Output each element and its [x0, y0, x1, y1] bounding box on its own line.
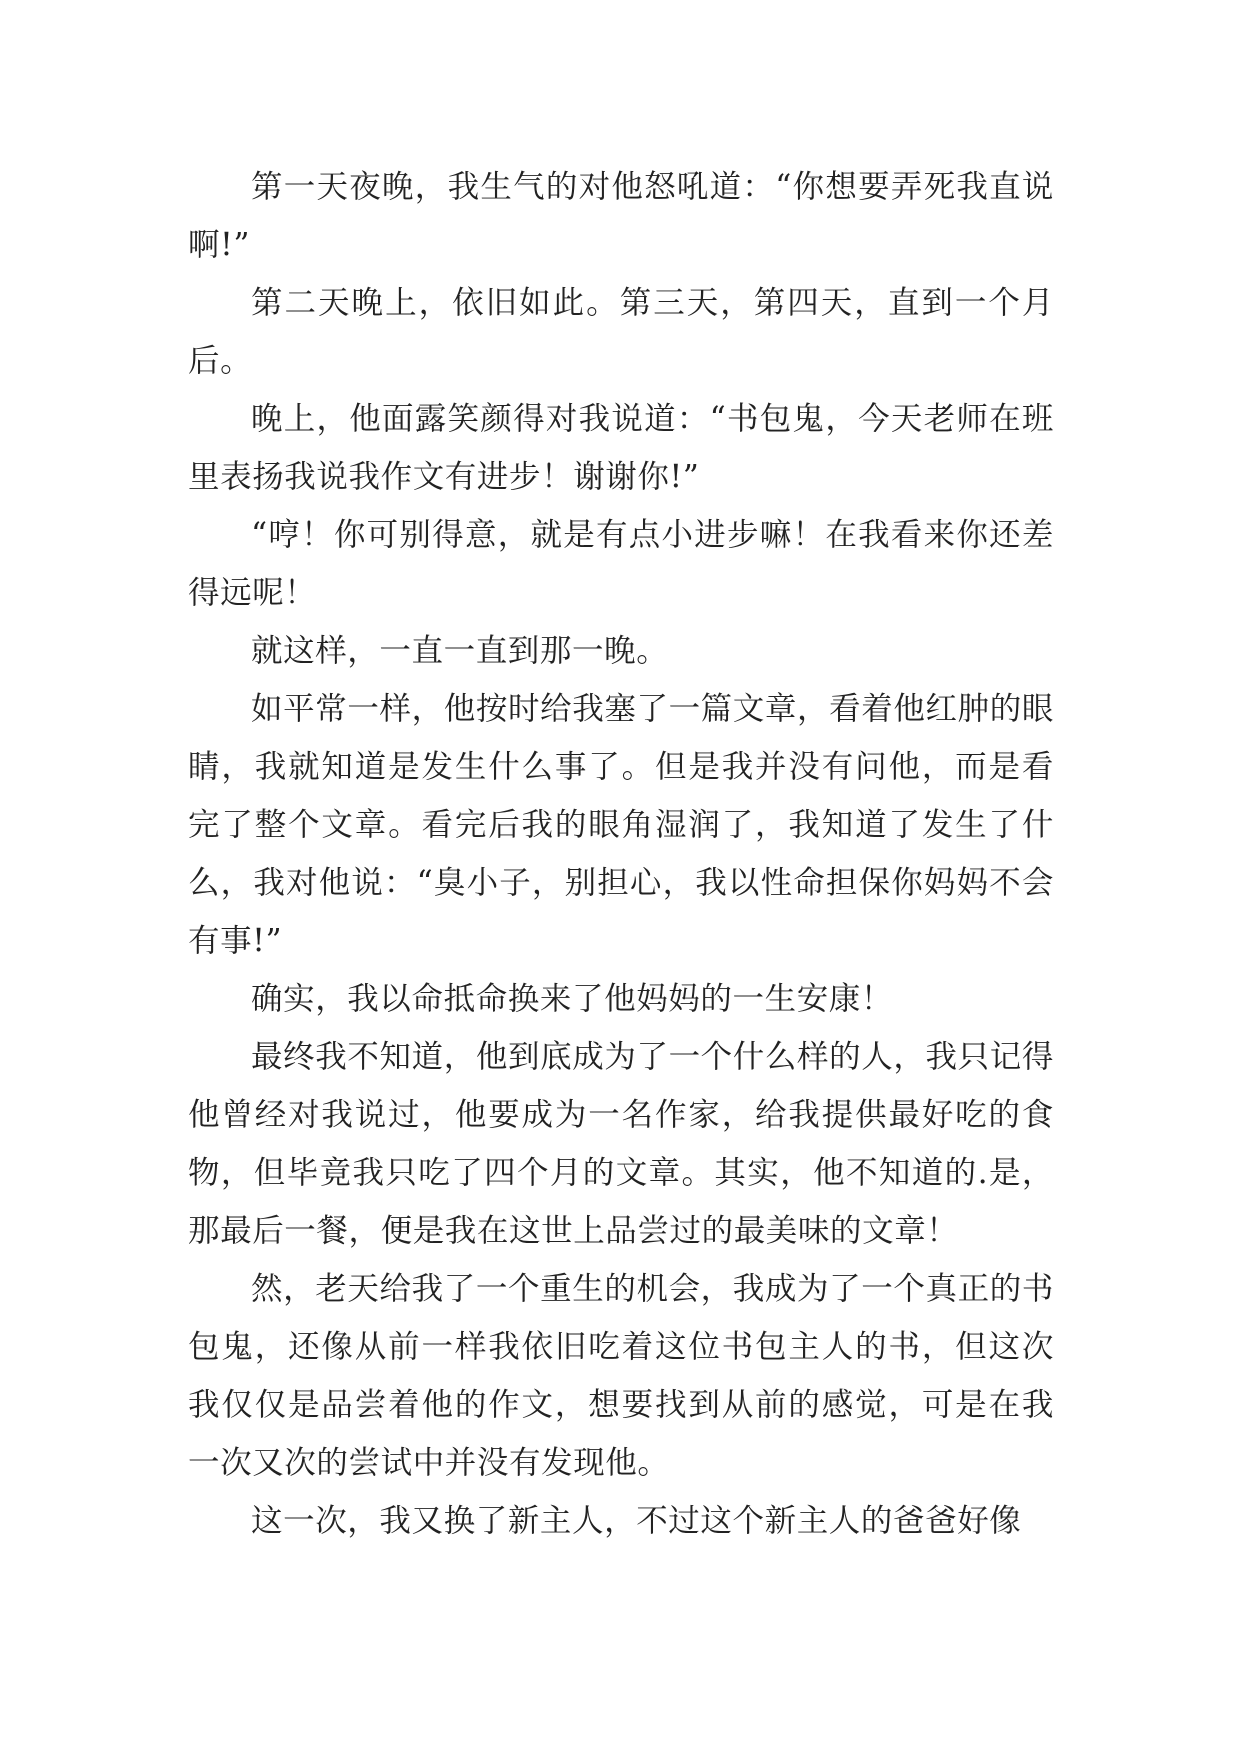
paragraph-10: 这一次，我又换了新主人，不过这个新主人的爸爸好像: [251, 1503, 1022, 1539]
paragraph-5: 就这样，一直一直到那一晚。: [251, 633, 669, 669]
paragraph-3: 晚上，他面露笑颜得对我说道：“书包鬼，今天老师在班里表扬我说我作文有进步！谢谢你!”: [188, 401, 1054, 495]
paragraph-1: 第一天夜晚，我生气的对他怒吼道：“你想要弄死我直说啊!”: [188, 169, 1054, 263]
paragraph-2: 第二天晚上，依旧如此。第三天，第四天，直到一个月后。: [188, 285, 1054, 379]
paragraph-6: 如平常一样，他按时给我塞了一篇文章，看着他红肿的眼睛，我就知道是发生什么事了。但是我并没有问他，而是看完了整个文章。看完后我的眼角湿润了，我知道了发生了什么，我对他说：“臭小子，别担心，我以性命担保你妈妈不会有事!”: [188, 691, 1054, 959]
paragraph-9: 然，老天给我了一个重生的机会，我成为了一个真正的书包鬼，还像从前一样我依旧吃着这位书包主人的书，但这次我仅仅是品尝着他的作文，想要找到从前的感觉，可是在我一次又次的尝试中并没有发现他。: [188, 1271, 1054, 1481]
paragraph-4: “哼！你可别得意，就是有点小进步嘛！在我看来你还差得远呢！: [188, 517, 1054, 611]
document-body: [188, 158, 1054, 1550]
paragraph-7: 确实，我以命抵命换来了他妈妈的一生安康！: [251, 981, 894, 1017]
paragraph-8: 最终我不知道，他到底成为了一个什么样的人，我只记得他曾经对我说过，他要成为一名作家，给我提供最好吃的食物，但毕竟我只吃了四个月的文章。其实，他不知道的.是，那最后一餐，便是我在这世上品尝过的最美味的文章！: [188, 1039, 1054, 1249]
